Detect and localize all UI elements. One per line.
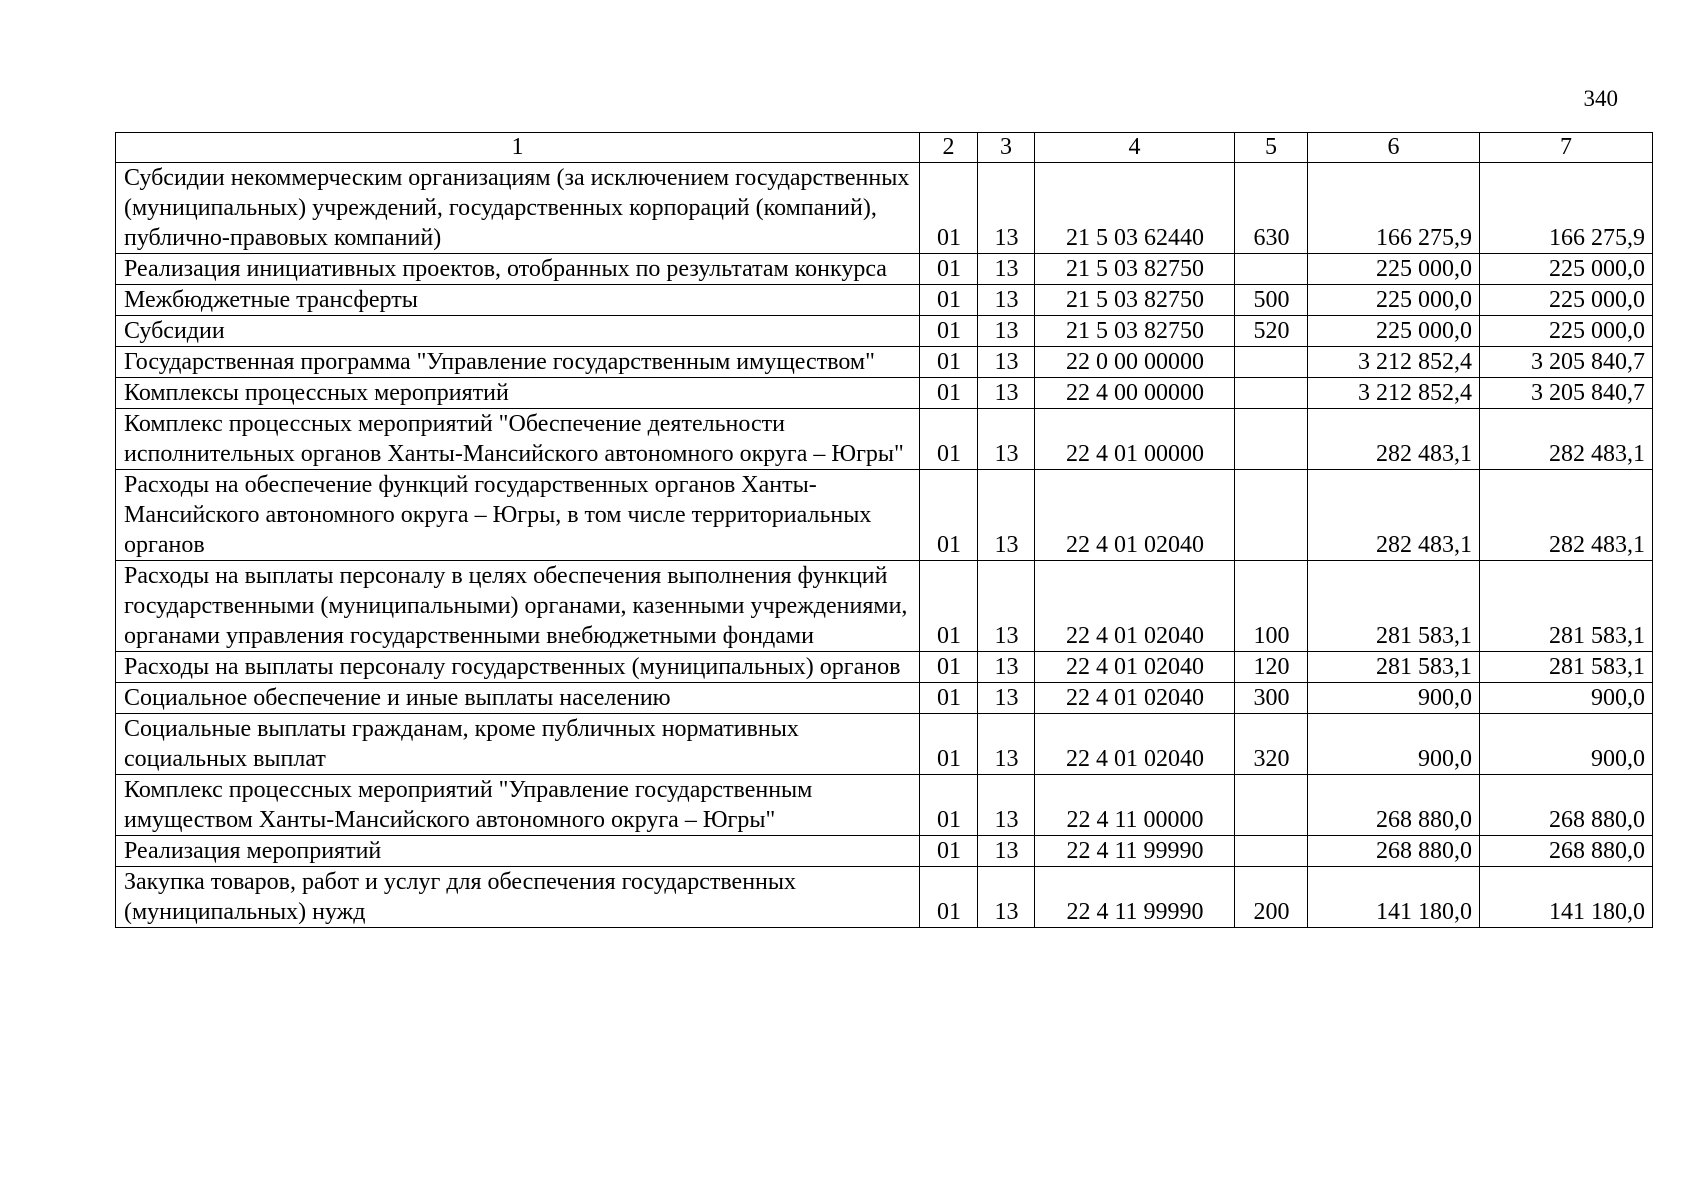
amount-column-6: 166 275,9	[1308, 163, 1480, 254]
section-code: 01	[920, 683, 978, 714]
row-description: Межбюджетные трансферты	[116, 285, 920, 316]
target-article-code: 22 4 01 00000	[1035, 409, 1235, 470]
table-row	[116, 254, 1653, 285]
amount-column-7: 281 583,1	[1480, 561, 1653, 652]
target-article-code: 22 4 01 02040	[1035, 714, 1235, 775]
amount-column-7: 3 205 840,7	[1480, 347, 1653, 378]
row-description: Субсидии	[116, 316, 920, 347]
subsection-code: 13	[978, 285, 1035, 316]
section-code: 01	[920, 775, 978, 836]
amount-column-7: 225 000,0	[1480, 254, 1653, 285]
table-row	[116, 163, 1653, 254]
subsection-code: 13	[978, 867, 1035, 928]
table-row	[116, 652, 1653, 683]
row-description: Субсидии некоммерческим организациям (за исключением государственных (муниципальных) учреждений, государственных корпораций (компаний), публично-правовых компаний)	[116, 163, 920, 254]
target-article-code: 21 5 03 62440	[1035, 163, 1235, 254]
section-code: 01	[920, 347, 978, 378]
row-description: Социальное обеспечение и иные выплаты населению	[116, 683, 920, 714]
amount-column-7: 225 000,0	[1480, 316, 1653, 347]
header-row	[116, 133, 1653, 163]
row-description: Расходы на выплаты персоналу в целях обеспечения выполнения функций государственными (муниципальными) органами, казенными учреждениями, органами управления государственными внебюджетными фондами	[116, 561, 920, 652]
amount-column-6: 281 583,1	[1308, 561, 1480, 652]
amount-column-6: 900,0	[1308, 683, 1480, 714]
expense-type-code	[1235, 347, 1308, 378]
subsection-code: 13	[978, 378, 1035, 409]
expense-type-code	[1235, 775, 1308, 836]
expense-type-code: 120	[1235, 652, 1308, 683]
target-article-code: 21 5 03 82750	[1035, 285, 1235, 316]
amount-column-6: 281 583,1	[1308, 652, 1480, 683]
amount-column-7: 141 180,0	[1480, 867, 1653, 928]
budget-table	[115, 132, 1653, 928]
section-code: 01	[920, 409, 978, 470]
amount-column-6: 225 000,0	[1308, 316, 1480, 347]
target-article-code: 22 0 00 00000	[1035, 347, 1235, 378]
table-row	[116, 775, 1653, 836]
table-row	[116, 378, 1653, 409]
amount-column-6: 268 880,0	[1308, 836, 1480, 867]
section-code: 01	[920, 378, 978, 409]
section-code: 01	[920, 285, 978, 316]
row-description: Закупка товаров, работ и услуг для обеспечения государственных (муниципальных) нужд	[116, 867, 920, 928]
row-description: Комплекс процессных мероприятий "Обеспечение деятельности исполнительных органов Ханты-Мансийского автономного округа – Югры"	[116, 409, 920, 470]
amount-column-7: 900,0	[1480, 683, 1653, 714]
target-article-code: 22 4 01 02040	[1035, 652, 1235, 683]
subsection-code: 13	[978, 316, 1035, 347]
expense-type-code	[1235, 409, 1308, 470]
section-code: 01	[920, 561, 978, 652]
header-cell: 4	[1035, 133, 1235, 163]
target-article-code: 22 4 01 02040	[1035, 683, 1235, 714]
amount-column-6: 268 880,0	[1308, 775, 1480, 836]
header-cell: 3	[978, 133, 1035, 163]
section-code: 01	[920, 316, 978, 347]
target-article-code: 22 4 01 02040	[1035, 561, 1235, 652]
table-row	[116, 285, 1653, 316]
row-description: Расходы на выплаты персоналу государственных (муниципальных) органов	[116, 652, 920, 683]
subsection-code: 13	[978, 163, 1035, 254]
section-code: 01	[920, 714, 978, 775]
expense-type-code: 100	[1235, 561, 1308, 652]
header-cell: 7	[1480, 133, 1653, 163]
expense-type-code: 300	[1235, 683, 1308, 714]
subsection-code: 13	[978, 470, 1035, 561]
table-row	[116, 867, 1653, 928]
header-cell: 5	[1235, 133, 1308, 163]
amount-column-7: 282 483,1	[1480, 470, 1653, 561]
amount-column-6: 225 000,0	[1308, 285, 1480, 316]
row-description: Расходы на обеспечение функций государственных органов Ханты-Мансийского автономного округа – Югры, в том числе территориальных органов	[116, 470, 920, 561]
row-description: Государственная программа "Управление государственным имуществом"	[116, 347, 920, 378]
row-description: Комплексы процессных мероприятий	[116, 378, 920, 409]
amount-column-7: 3 205 840,7	[1480, 378, 1653, 409]
amount-column-7: 282 483,1	[1480, 409, 1653, 470]
subsection-code: 13	[978, 347, 1035, 378]
amount-column-6: 900,0	[1308, 714, 1480, 775]
expense-type-code	[1235, 836, 1308, 867]
table-row	[116, 470, 1653, 561]
row-description: Реализация мероприятий	[116, 836, 920, 867]
section-code: 01	[920, 652, 978, 683]
subsection-code: 13	[978, 683, 1035, 714]
amount-column-6: 3 212 852,4	[1308, 378, 1480, 409]
target-article-code: 22 4 00 00000	[1035, 378, 1235, 409]
table-row	[116, 714, 1653, 775]
row-description: Комплекс процессных мероприятий "Управление государственным имуществом Ханты-Мансийского автономного округа – Югры"	[116, 775, 920, 836]
target-article-code: 21 5 03 82750	[1035, 254, 1235, 285]
table-row	[116, 683, 1653, 714]
row-description: Социальные выплаты гражданам, кроме публичных нормативных социальных выплат	[116, 714, 920, 775]
table-row	[116, 347, 1653, 378]
expense-type-code: 200	[1235, 867, 1308, 928]
target-article-code: 21 5 03 82750	[1035, 316, 1235, 347]
subsection-code: 13	[978, 775, 1035, 836]
target-article-code: 22 4 01 02040	[1035, 470, 1235, 561]
expense-type-code: 520	[1235, 316, 1308, 347]
subsection-code: 13	[978, 561, 1035, 652]
table-row	[116, 316, 1653, 347]
amount-column-7: 281 583,1	[1480, 652, 1653, 683]
expense-type-code: 500	[1235, 285, 1308, 316]
amount-column-7: 268 880,0	[1480, 775, 1653, 836]
section-code: 01	[920, 836, 978, 867]
subsection-code: 13	[978, 836, 1035, 867]
amount-column-7: 900,0	[1480, 714, 1653, 775]
amount-column-6: 141 180,0	[1308, 867, 1480, 928]
expense-type-code: 320	[1235, 714, 1308, 775]
header-cell: 6	[1308, 133, 1480, 163]
table-row	[116, 561, 1653, 652]
subsection-code: 13	[978, 652, 1035, 683]
expense-type-code: 630	[1235, 163, 1308, 254]
header-cell: 2	[920, 133, 978, 163]
amount-column-7: 268 880,0	[1480, 836, 1653, 867]
page-number: 340	[1583, 86, 1618, 111]
amount-column-6: 225 000,0	[1308, 254, 1480, 285]
subsection-code: 13	[978, 714, 1035, 775]
header-cell: 1	[116, 133, 920, 163]
expense-type-code	[1235, 254, 1308, 285]
amount-column-6: 282 483,1	[1308, 409, 1480, 470]
target-article-code: 22 4 11 99990	[1035, 867, 1235, 928]
table-row	[116, 836, 1653, 867]
target-article-code: 22 4 11 99990	[1035, 836, 1235, 867]
section-code: 01	[920, 470, 978, 561]
expense-type-code	[1235, 470, 1308, 561]
section-code: 01	[920, 254, 978, 285]
amount-column-6: 282 483,1	[1308, 470, 1480, 561]
amount-column-7: 166 275,9	[1480, 163, 1653, 254]
subsection-code: 13	[978, 409, 1035, 470]
section-code: 01	[920, 867, 978, 928]
expense-type-code	[1235, 378, 1308, 409]
row-description: Реализация инициативных проектов, отобранных по результатам конкурса	[116, 254, 920, 285]
target-article-code: 22 4 11 00000	[1035, 775, 1235, 836]
section-code: 01	[920, 163, 978, 254]
table-row	[116, 409, 1653, 470]
amount-column-6: 3 212 852,4	[1308, 347, 1480, 378]
subsection-code: 13	[978, 254, 1035, 285]
amount-column-7: 225 000,0	[1480, 285, 1653, 316]
